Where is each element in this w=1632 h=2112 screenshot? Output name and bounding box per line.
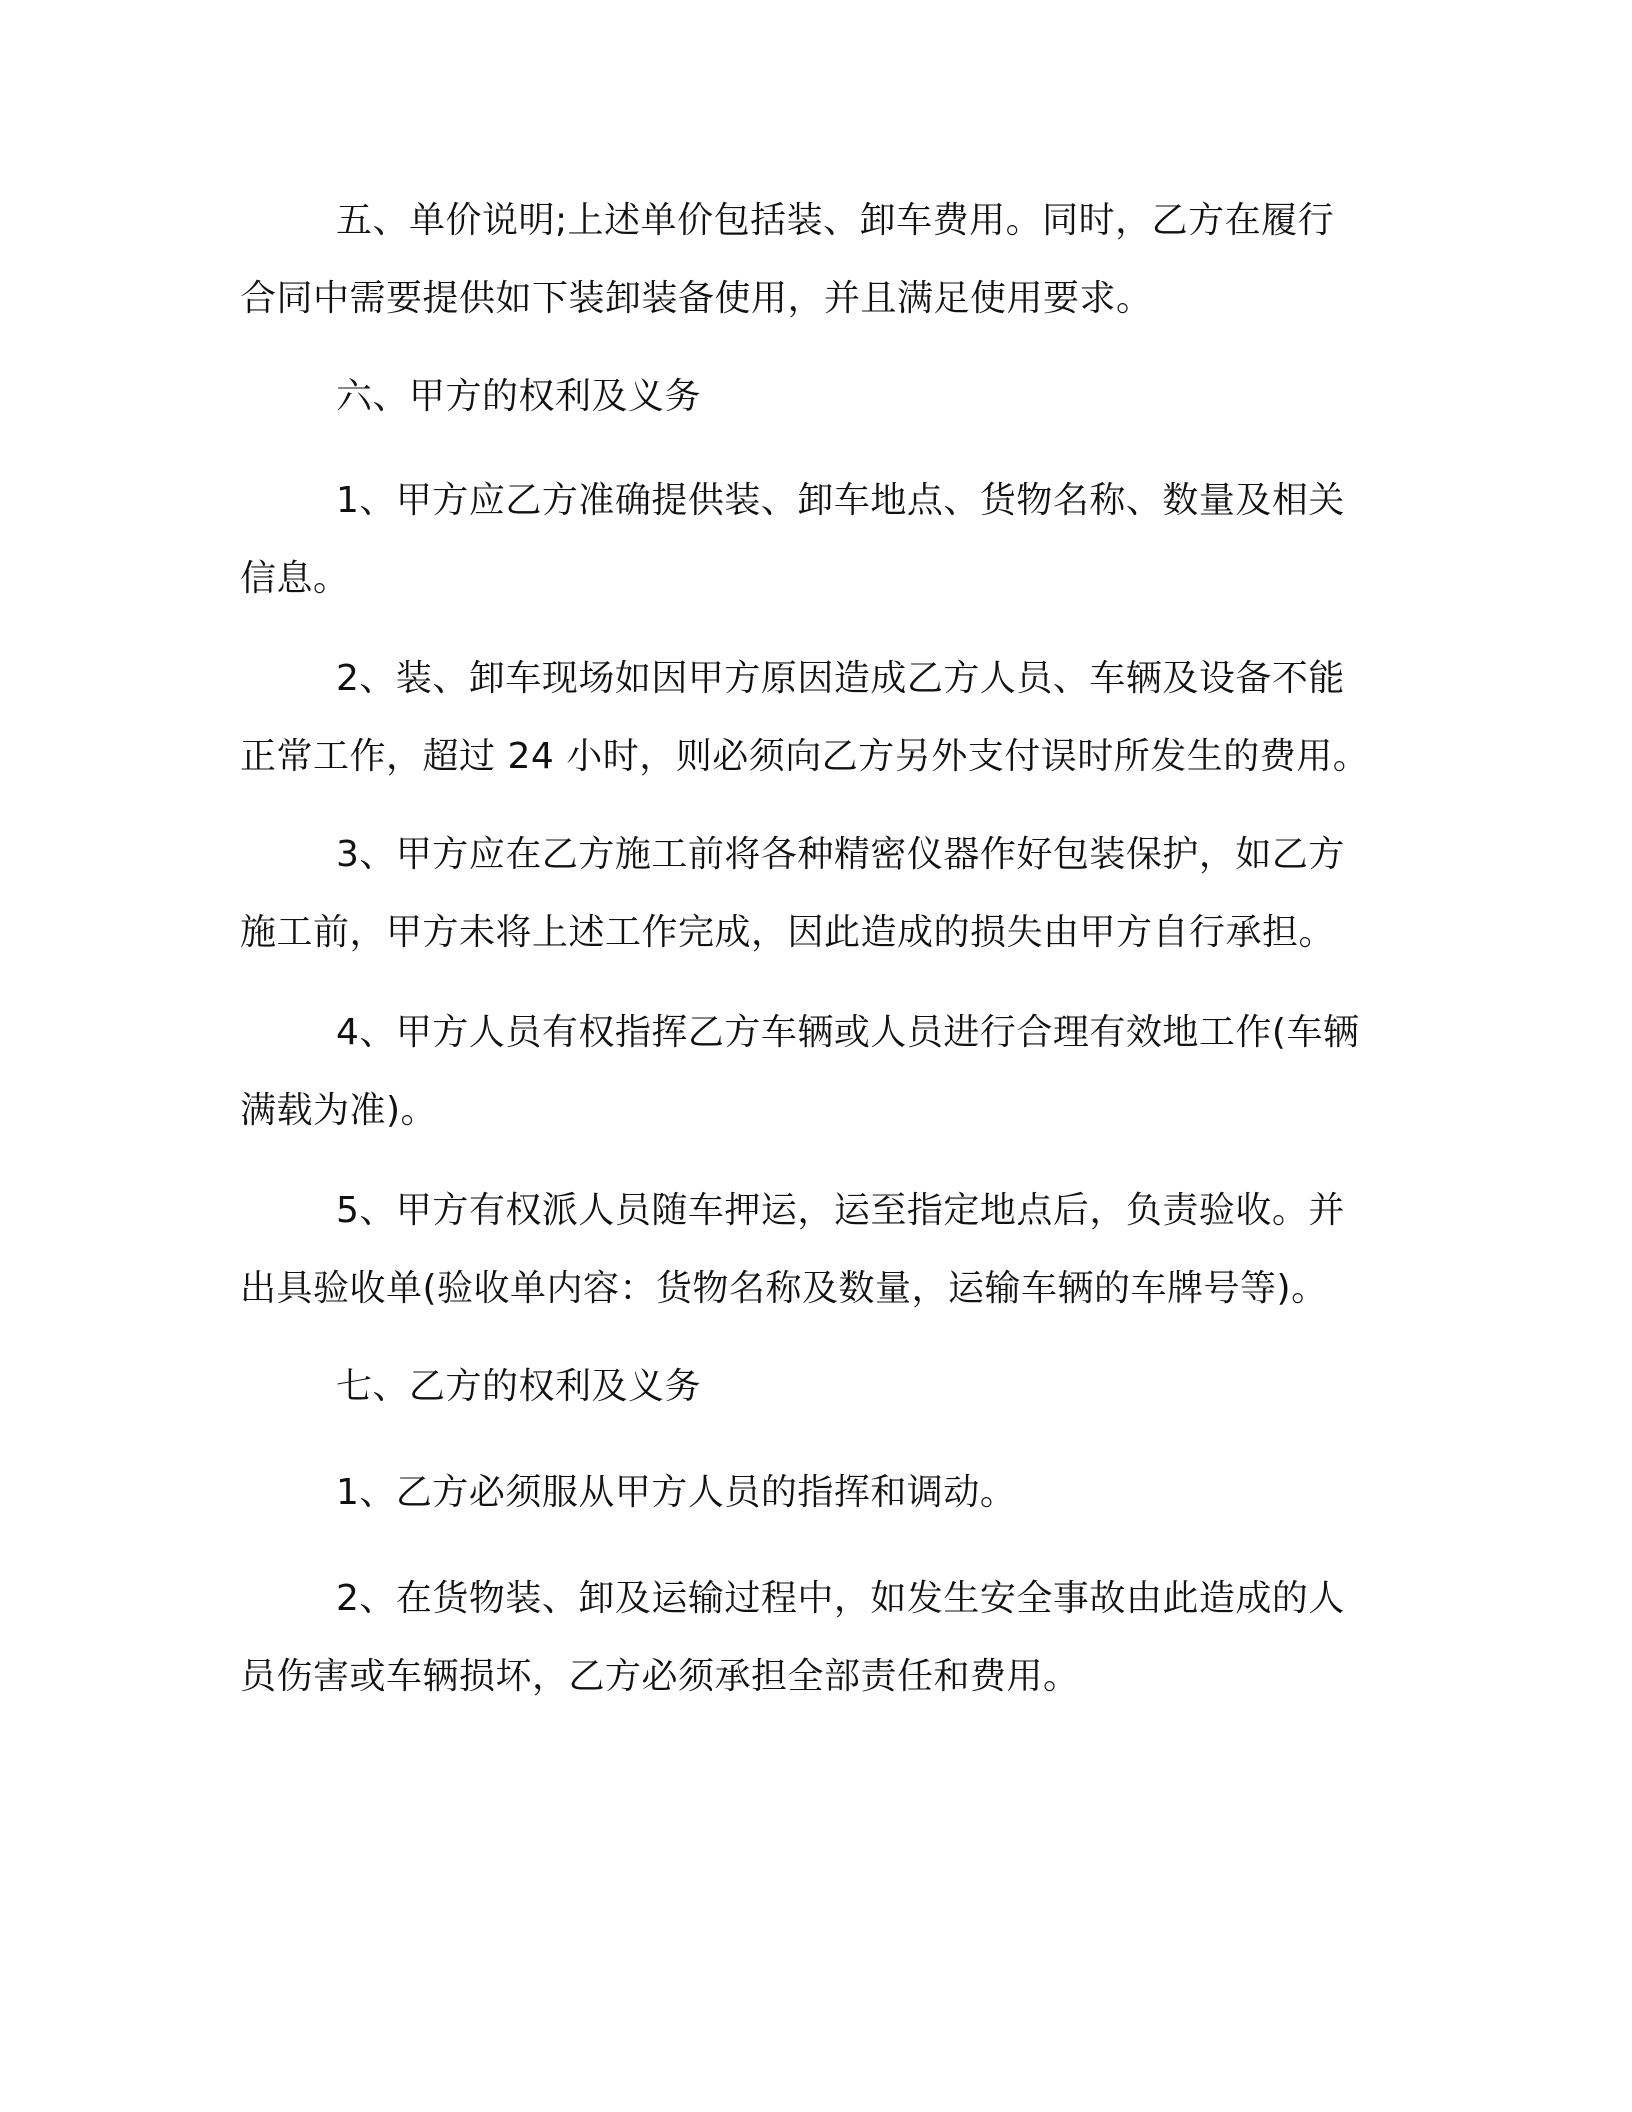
paragraph-unit-price: 五、单价说明;上述单价包括装、卸车费用。同时，乙方在履行合同中需要提供如下装卸装备使用，并且满足使用要求。 — [240, 200, 1335, 319]
heading-party-a-rights: 六、甲方的权利及义务 — [336, 376, 702, 417]
heading-party-b-rights: 七、乙方的权利及义务 — [336, 1366, 702, 1407]
paragraph-b-2: 2、在货物装、卸及运输过程中，如发生安全事故由此造成的人员伤害或车辆损坏，乙方必须承担全部责任和费用。 — [240, 1578, 1345, 1697]
paragraph-b-1: 1、乙方必须服从甲方人员的指挥和调动。 — [336, 1472, 1017, 1513]
paragraph-a-2: 2、装、卸车现场如因甲方原因造成乙方人员、车辆及设备不能正常工作，超过 24 小时，则必须向乙方另外支付误时所发生的费用。 — [240, 658, 1370, 777]
paragraph-a-1: 1、甲方应乙方准确提供装、卸车地点、货物名称、数量及相关信息。 — [240, 480, 1345, 599]
paragraph-a-4: 4、甲方人员有权指挥乙方车辆或人员进行合理有效地工作(车辆满载为准)。 — [240, 1012, 1360, 1131]
paragraph-a-3: 3、甲方应在乙方施工前将各种精密仪器作好包装保护，如乙方施工前，甲方未将上述工作完成，因此造成的损失由甲方自行承担。 — [240, 834, 1345, 953]
paragraph-a-5: 5、甲方有权派人员随车押运，运至指定地点后，负责验收。并出具验收单(验收单内容：货物名称及数量，运输车辆的车牌号等)。 — [240, 1190, 1345, 1309]
